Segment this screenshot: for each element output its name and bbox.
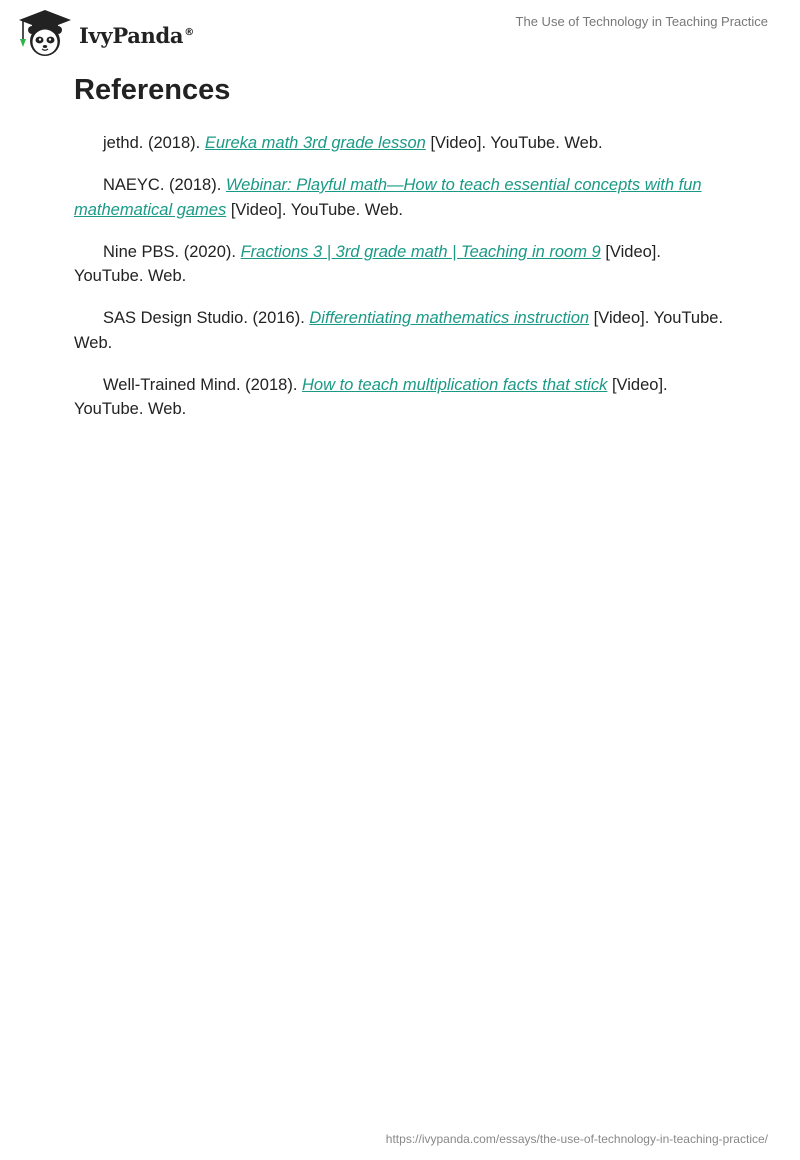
reference-link[interactable]: How to teach multiplication facts that stick	[302, 375, 608, 394]
brand-logo[interactable]	[15, 8, 194, 58]
reference-author-date: jethd. (2018).	[103, 134, 205, 152]
reference-item	[74, 131, 724, 156]
reference-source: [Video]. YouTube. Web.	[425, 134, 603, 152]
reference-source: [Video]. YouTube. Web.	[226, 200, 403, 219]
reference-link[interactable]: Differentiating mathematics instruction	[309, 309, 590, 327]
reference-item	[74, 173, 724, 222]
reference-item	[74, 240, 724, 289]
page-header	[0, 0, 800, 70]
document-title: The Use of Technology in Teaching Practice	[515, 14, 768, 29]
reference-source: [Video]. YouTube. Web.	[74, 242, 661, 285]
reference-link[interactable]: Eureka math 3rd grade lesson	[204, 134, 426, 152]
reference-item	[74, 373, 724, 422]
reference-author-date: Nine PBS. (2020).	[103, 242, 241, 261]
page-title: References	[74, 74, 231, 106]
reference-source: [Video]. YouTube. Web.	[74, 375, 668, 418]
brand-name: IvyPanda®	[79, 22, 194, 48]
footer-url[interactable]: https://ivypanda.com/essays/the-use-of-technology-in-teaching-practice/	[385, 1132, 768, 1146]
registered-mark: ®	[184, 26, 194, 38]
reference-source: [Video]. YouTube. Web.	[74, 309, 724, 352]
reference-author-date: Well-Trained Mind. (2018).	[103, 375, 302, 394]
panda-graduation-cap-icon	[15, 8, 75, 58]
reference-item	[74, 306, 724, 355]
reference-author-date: SAS Design Studio. (2016).	[103, 309, 310, 327]
reference-list	[74, 131, 724, 439]
reference-link[interactable]: Webinar: Playful math—How to teach essential concepts with fun mathematical games	[74, 176, 702, 219]
reference-author-date: NAEYC. (2018).	[103, 176, 226, 194]
reference-link[interactable]: Fractions 3 | 3rd grade math | Teaching in room 9	[240, 242, 601, 261]
